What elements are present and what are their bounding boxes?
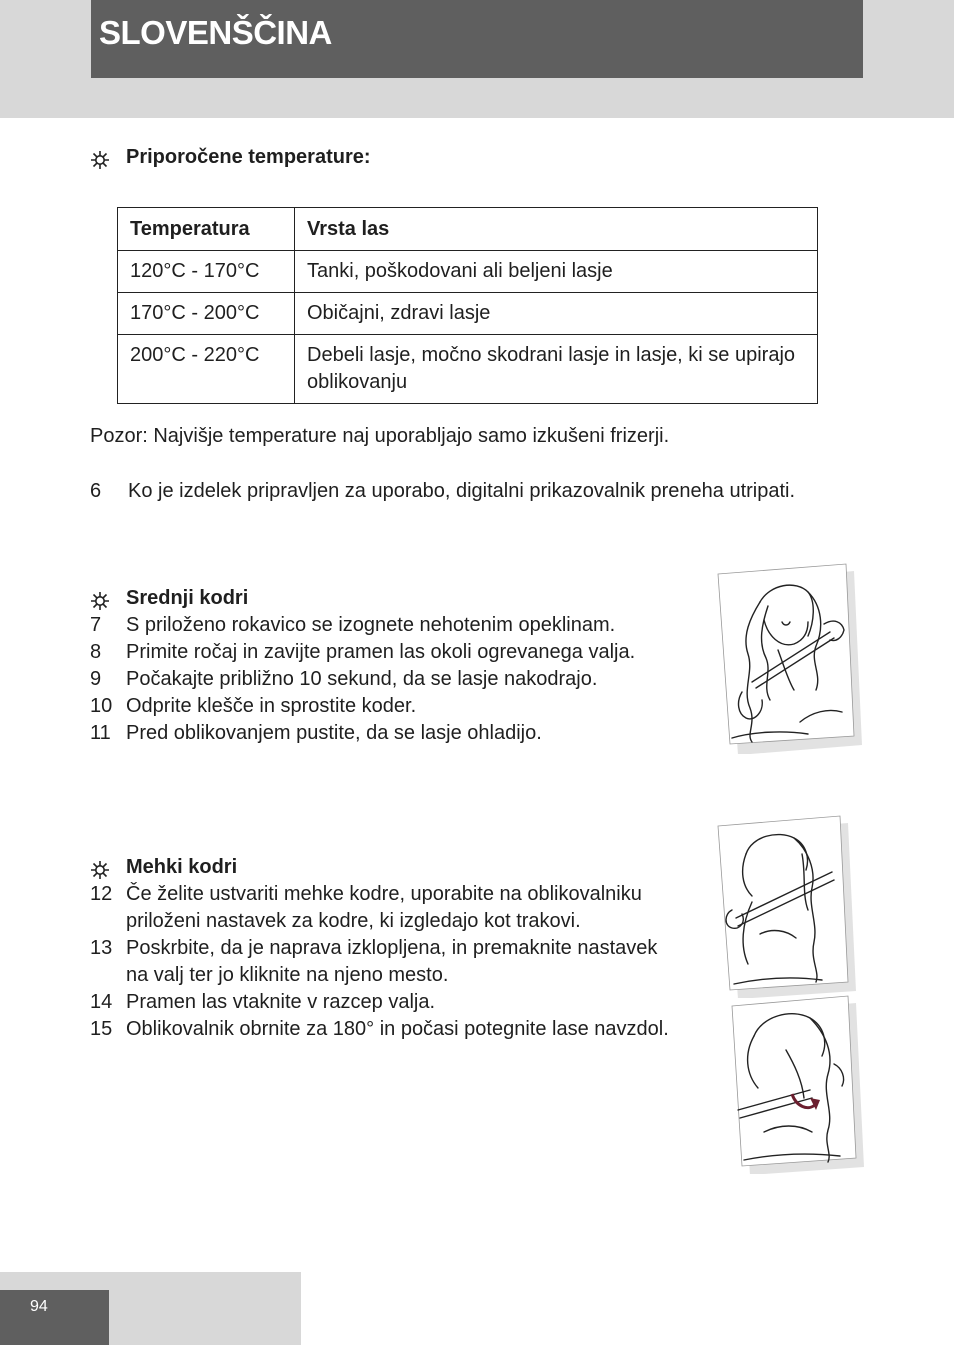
step-number: 9	[90, 668, 102, 690]
step-number: 11	[90, 722, 111, 744]
step-text: Pred oblikovanjem pustite, da se lasje ohladijo.	[126, 722, 542, 744]
table-cell: 120°C - 170°C	[118, 251, 295, 293]
table-row	[118, 335, 818, 404]
page-number-box	[0, 1290, 109, 1345]
attachment-illustration-image	[712, 814, 860, 998]
table-cell: Običajni, zdravi lasje	[295, 293, 818, 335]
sun-burst-icon	[90, 591, 110, 611]
medium-curls-heading: Srednji kodri	[126, 587, 249, 609]
table-cell: Debeli lasje, močno skodrani lasje in lasje, ki se upirajo oblikovanju	[295, 335, 818, 404]
step-text-continued: na valj ter jo kliknite na njeno mesto.	[126, 964, 449, 986]
step-number: 7	[90, 614, 102, 636]
table-row	[118, 293, 818, 335]
sun-burst-icon	[90, 150, 110, 170]
table-header-cell: Temperatura	[118, 208, 295, 251]
soft-curls-heading: Mehki kodri	[126, 856, 238, 878]
temperature-table	[117, 207, 818, 404]
step-text: Odprite klešče in sprostite koder.	[126, 695, 417, 717]
table-cell: 170°C - 200°C	[118, 293, 295, 335]
temperatures-heading: Priporočene temperature:	[126, 146, 371, 168]
rotate-curler-illustration-image	[724, 994, 868, 1174]
step-text: Če želite ustvariti mehke kodre, uporabite na oblikovalniku	[126, 883, 642, 905]
table-cell: 200°C - 220°C	[118, 335, 295, 404]
step-number: 6	[90, 480, 102, 502]
step-text: Oblikovalnik obrnite za 180° in počasi potegnite lase navzdol.	[126, 1018, 669, 1040]
table-cell: Tanki, poškodovani ali beljeni lasje	[295, 251, 818, 293]
page-title: SLOVENŠČINA	[99, 14, 332, 51]
step-text: Primite ročaj in zavijte pramen las okoli ogrevanega valja.	[126, 641, 636, 663]
step-number: 12	[90, 883, 113, 905]
title-bar	[91, 0, 863, 78]
page-number: 94	[30, 1298, 48, 1315]
table-header-row	[118, 208, 818, 251]
caution-note: Pozor: Najvišje temperature naj uporabljajo samo izkušeni frizerji.	[90, 425, 670, 447]
step-number: 15	[90, 1018, 113, 1040]
step-number: 13	[90, 937, 113, 959]
step-text: Počakajte približno 10 sekund, da se lasje nakodrajo.	[126, 668, 598, 690]
step-text: Poskrbite, da je naprava izklopljena, in premaknite nastavek	[126, 937, 658, 959]
step-text: S priloženo rokavico se izognete nehotenim opeklinam.	[126, 614, 616, 636]
step-text-continued: priloženi nastavek za kodre, ki izgledajo kot trakovi.	[126, 910, 581, 932]
table-row	[118, 251, 818, 293]
step-number: 8	[90, 641, 102, 663]
curling-illustration-image	[712, 562, 868, 754]
step-number: 10	[90, 695, 113, 717]
step-text: Ko je izdelek pripravljen za uporabo, digitalni prikazovalnik preneha utripati.	[128, 480, 796, 502]
step-number: 14	[90, 991, 113, 1013]
table-header-cell: Vrsta las	[295, 208, 818, 251]
step-text: Pramen las vtaknite v razcep valja.	[126, 991, 436, 1013]
sun-burst-icon	[90, 860, 110, 880]
